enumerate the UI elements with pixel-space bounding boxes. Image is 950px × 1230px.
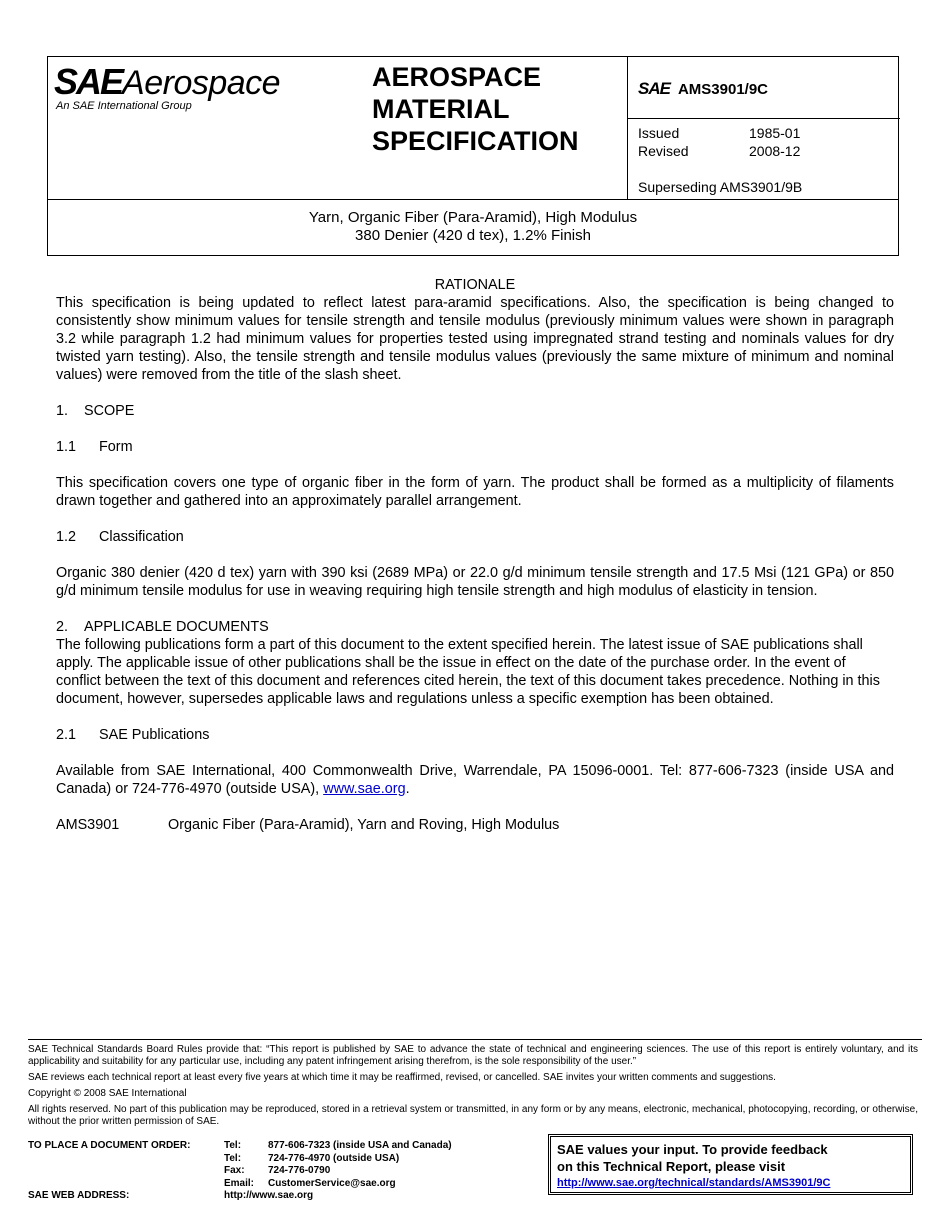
subsection-form-heading	[56, 438, 894, 456]
issued-label: Issued	[638, 125, 680, 141]
subsection-title: Classification	[99, 529, 184, 545]
publications-text-body: Available from SAE International, 400 Commonwealth Drive, Warrendale, PA 15096-0001. Tel: 877-606-7323 (inside USA and Canada) or 724-776-4970 (outside USA),	[56, 763, 894, 797]
subsection-classification-heading	[56, 528, 894, 546]
header-divider	[627, 57, 628, 199]
document-subtitle	[48, 209, 898, 245]
superseding-note: Superseding AMS3901/9B	[638, 179, 803, 195]
feedback-line-2: on this Technical Report, please visit	[557, 1159, 786, 1174]
rationale-text: This specification is being updated to reflect latest para-aramid specifications. Also, the specification is being changed to consistently show minimum values for tensile strength and tensile modulus (previously minimum values were shown in paragraph 3.2 while paragraph 1.2 had minimum values for properties tested using impregnated strand testing and nominals values for dry twisted yarn testing). Also, the tensile strength and tensile modulus values (previously the same mixture of minimum and nominal values) were removed from the title of the slash sheet.	[56, 295, 894, 383]
publications-text	[56, 762, 894, 798]
subtitle-line-1: Yarn, Organic Fiber (Para-Aramid), High Modulus	[308, 209, 638, 226]
subsection-title: Form	[99, 439, 133, 455]
spec-title-line-3: SPECIFICATION	[372, 126, 579, 156]
logo-sae-text: SAE	[54, 61, 123, 102]
tel-value: 877-606-7323 (inside USA and Canada)	[268, 1140, 452, 1151]
publications-text-end: .	[405, 781, 410, 797]
tel2-label: Tel:	[224, 1152, 242, 1164]
rationale-heading: RATIONALE	[434, 277, 516, 293]
order-label: TO PLACE A DOCUMENT ORDER:	[28, 1140, 191, 1151]
applicable-text: The following publications form a part of this document to the extent specified herein. The latest issue of SAE publications shall apply. The applicable issue of other publications shall be the issue in effect on the date of the purchase order. In the event of conflict between the text of this document and references cited herein, the text of this document takes precedence. Nothing in this document, however, supersedes applicable laws and regulations unless a specific exemption has been obtained.	[56, 637, 880, 707]
footer-rule	[28, 1039, 922, 1040]
email-label: Email:	[224, 1177, 255, 1189]
section-title: SCOPE	[84, 403, 135, 419]
web-label: SAE WEB ADDRESS:	[28, 1190, 130, 1201]
document-dates	[638, 124, 800, 160]
email-value[interactable]: CustomerService@sae.org	[268, 1177, 396, 1189]
form-text: This specification covers one type of organic fiber in the form of yarn. The product shall be formed as a multiplicity of filaments drawn together and gathered into an approximately parallel arrangement.	[56, 475, 894, 509]
web-address-row	[28, 1190, 313, 1201]
reference-title: Organic Fiber (Para-Aramid), Yarn and Roving, High Modulus	[168, 817, 560, 833]
footer-review-text: SAE reviews each technical report at least every five years at which time it may be reaffirmed, revised, or cancelled. SAE invites your written comments and suggestions.	[28, 1072, 776, 1083]
web-value[interactable]: http://www.sae.org	[224, 1190, 314, 1201]
revised-value: 2008-12	[749, 143, 801, 159]
section-title: APPLICABLE DOCUMENTS	[84, 619, 269, 635]
sae-website-link[interactable]: www.sae.org	[323, 781, 406, 797]
spec-title-line-1: AEROSPACE	[372, 62, 542, 92]
document-number: AMS3901/9C	[677, 80, 769, 98]
section-number: 1.	[56, 403, 69, 419]
subsection-sae-publications-heading	[56, 726, 894, 744]
feedback-line-1: SAE values your input. To provide feedback	[557, 1142, 828, 1157]
footer-rights-text: All rights reserved. No part of this publication may be reproduced, stored in a retrieval system or transmitted, in any form or by any means, electronic, mechanical, photocopying, recording, or otherwise, without the prior written permission of SAE.	[28, 1104, 918, 1127]
order-contact-block	[28, 1140, 452, 1190]
sae-mini-logo: SAE	[638, 79, 670, 98]
logo-subtitle: An SAE International Group	[56, 100, 192, 112]
logo-aerospace-text: Aerospace	[122, 64, 281, 102]
section-scope-heading	[56, 402, 894, 420]
footer-legal	[28, 1044, 918, 1132]
footer-rules-text: SAE Technical Standards Board Rules provide that: “This report is published by SAE to advance the state of technical and engineering sciences. The use of this report is entirely voluntary, and its applicability and suitability for any particular use, including any patent infringement arising therefrom, is the sole responsibility of the user.”	[28, 1044, 918, 1067]
subsection-number: 1.2	[56, 529, 77, 545]
document-id	[638, 79, 768, 99]
spec-title-line-2: MATERIAL	[372, 94, 510, 124]
classification-text: Organic 380 denier (420 d tex) yarn with 390 ksi (2689 MPa) or 22.0 g/d minimum tensile strength and 17.5 Msi (121 GPa) or 850 g/d minimum tensile modulus for use in weaving requiring high tensile strength and high modulus of elasticity in tension.	[56, 565, 894, 599]
feedback-link[interactable]: http://www.sae.org/technical/standards/AMS3901/9C	[557, 1177, 831, 1189]
subtitle-line-2: 380 Denier (420 d tex), 1.2% Finish	[355, 227, 591, 244]
subsection-number: 2.1	[56, 727, 77, 743]
footer-copyright: Copyright © 2008 SAE International	[28, 1088, 187, 1099]
feedback-box	[548, 1134, 913, 1195]
tel2-value: 724-776-4970 (outside USA)	[268, 1152, 400, 1164]
document-body	[56, 276, 894, 834]
subsection-number: 1.1	[56, 439, 77, 455]
issued-value: 1985-01	[749, 125, 801, 141]
fax-value: 724-776-0790	[268, 1165, 331, 1176]
tel-label: Tel:	[224, 1140, 242, 1151]
section-number: 2.	[56, 619, 69, 635]
header-box	[47, 56, 899, 256]
revised-label: Revised	[638, 143, 689, 159]
reference-code: AMS3901	[56, 817, 120, 833]
fax-label: Fax:	[224, 1165, 245, 1176]
subsection-title: SAE Publications	[99, 727, 210, 743]
reference-item	[56, 816, 894, 834]
header-right-divider	[627, 118, 900, 119]
sae-aerospace-logo	[54, 61, 304, 117]
specification-title	[372, 61, 579, 157]
section-applicable-heading	[56, 618, 894, 636]
